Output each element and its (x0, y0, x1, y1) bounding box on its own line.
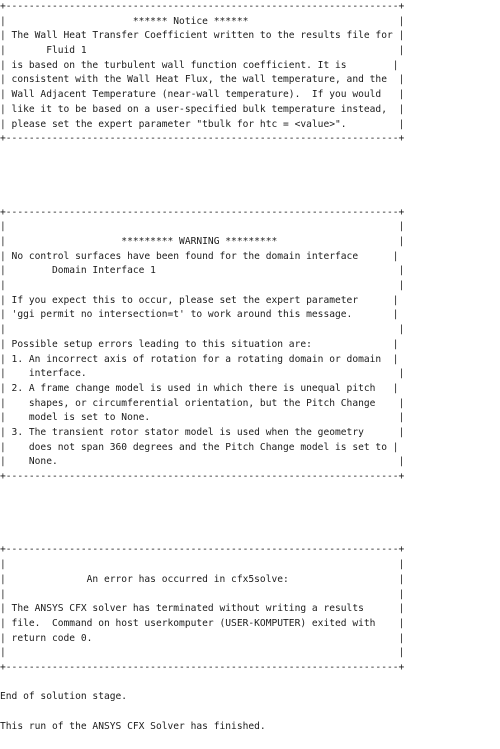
console-line: | return code 0. | (0, 632, 405, 644)
console-line: | does not span 360 degrees and the Pitch Change model is set to | (0, 441, 399, 453)
console-line: | Domain Interface 1 | (0, 265, 405, 277)
console-line: | The Wall Heat Transfer Coefficient written to the results file for | (0, 30, 405, 42)
console-line: | | (0, 324, 405, 336)
console-line: | Fluid 1 | (0, 45, 405, 57)
console-line: | No control surfaces have been found for the domain interface | (0, 250, 399, 262)
console-line (0, 734, 500, 749)
console-line: | The ANSYS CFX solver has terminated without writing a results | (0, 603, 405, 615)
console-line: | 'ggi permit no intersection=t' to work around this message. | (0, 309, 399, 321)
console-line: | like it to be based on a user-specified bulk temperature instead, | (0, 103, 405, 115)
console-line (0, 499, 500, 514)
console-line: | An error has occurred in cfx5solve: | (0, 573, 405, 585)
console-line (0, 147, 500, 162)
console-line: | 2. A frame change model is used in which there is unequal pitch | (0, 382, 399, 394)
console-line: This run of the ANSYS CFX Solver has finished. (0, 720, 266, 732)
console-line: | 3. The transient rotor stator model is used when the geometry | (0, 426, 405, 438)
console-line: | ********* WARNING ********* | (0, 236, 405, 247)
console-line: +--------------------------------------------------------------------+ (0, 1, 405, 12)
console-line: | file. Command on host userkomputer (USER-KOMPUTER) exited with | (0, 617, 405, 629)
console-line: | | (0, 221, 405, 233)
console-line: | ****** Notice ****** | (0, 15, 405, 27)
console-line: | | (0, 559, 405, 571)
console-line (0, 162, 500, 177)
console-line: +--------------------------------------------------------------------+ (0, 661, 405, 673)
console-line: +--------------------------------------------------------------------+ (0, 206, 405, 218)
console-line: | | (0, 280, 405, 292)
console-line: | Wall Adjacent Temperature (near-wall temperature). If you would | (0, 89, 405, 101)
console-line: | 1. An incorrect axis of rotation for a rotating domain or domain | (0, 353, 399, 365)
console-line: | If you expect this to occur, please set the expert parameter | (0, 294, 399, 306)
console-line: | consistent with the Wall Heat Flux, the wall temperature, and the | (0, 74, 405, 86)
console-line: +--------------------------------------------------------------------+ (0, 133, 405, 145)
console-line (0, 485, 500, 500)
console-line (0, 514, 500, 529)
console-line (0, 705, 500, 720)
console-line: +--------------------------------------------------------------------+ (0, 471, 405, 482)
console-line: +--------------------------------------------------------------------+ (0, 544, 405, 556)
console-line: | model is set to None. | (0, 412, 405, 424)
console-line: | please set the expert parameter "tbulk for htc = <value>". | (0, 118, 405, 130)
console-line (0, 191, 500, 206)
console-line: | interface. | (0, 368, 405, 380)
console-line: | | (0, 588, 405, 600)
console-line: | Possible setup errors leading to this situation are: | (0, 338, 399, 350)
console-line: End of solution stage. (0, 691, 128, 703)
console-line (0, 529, 500, 544)
console-line: | | (0, 647, 405, 659)
console-line (0, 176, 500, 191)
console-line (0, 676, 500, 691)
console-line: | None. | (0, 456, 405, 468)
console-line: | is based on the turbulent wall function coefficient. It is | (0, 59, 399, 71)
console-line: | shapes, or circumferential orientation, but the Pitch Change | (0, 397, 405, 409)
